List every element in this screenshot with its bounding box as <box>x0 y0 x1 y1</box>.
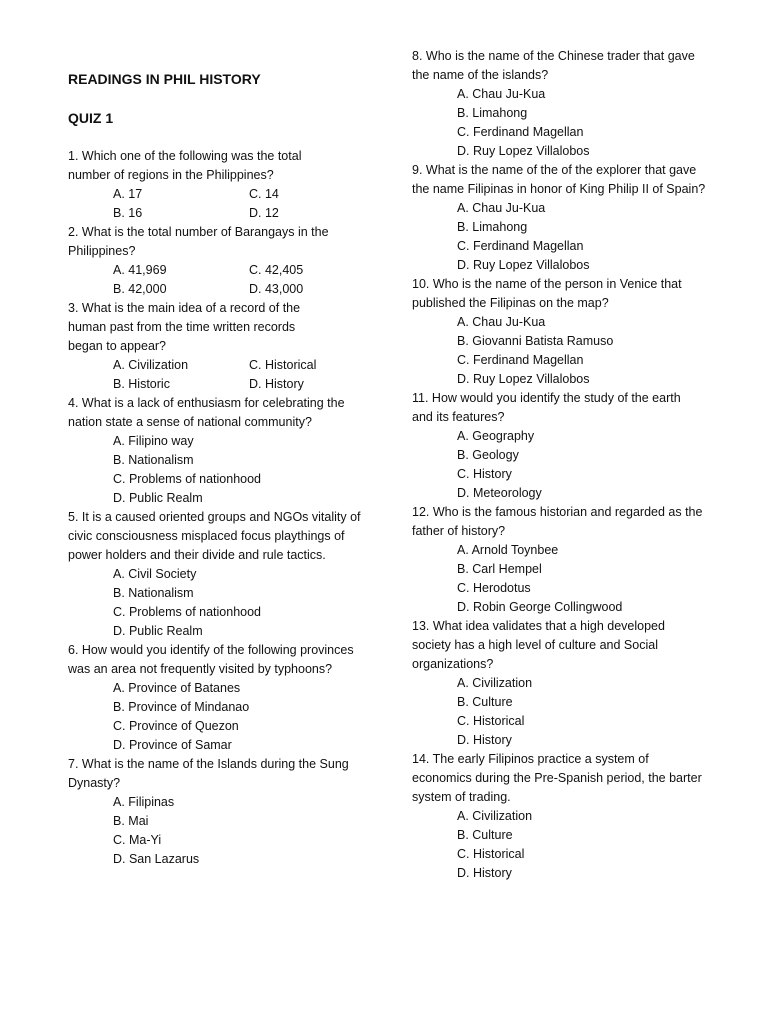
option: D. History <box>457 733 512 747</box>
option: D. San Lazarus <box>113 852 200 866</box>
option: B. Culture <box>457 828 513 842</box>
option: B. Nationalism <box>113 586 194 600</box>
option: B. Carl Hempel <box>457 562 542 576</box>
question-text: 7. What is the name of the Islands during the Sung Dynasty? <box>68 757 349 790</box>
question-7 <box>68 755 368 869</box>
quiz-title: QUIZ 1 <box>68 110 114 126</box>
right-column <box>412 0 712 883</box>
option: C. Historical <box>457 714 525 728</box>
option: A. Civilization <box>457 676 533 690</box>
option: D. Ruy Lopez Villalobos <box>457 372 590 386</box>
question-10 <box>412 275 712 389</box>
left-column <box>68 0 368 869</box>
option: D. Public Realm <box>113 491 203 505</box>
options <box>412 807 712 883</box>
options <box>68 432 368 508</box>
question-text: 13. What idea validates that a high developed society has a high level of culture and Social organizations? <box>412 619 665 671</box>
question-text: 9. What is the name of the of the explorer that gave the name Filipinas in honor of King Philip II of Spain? <box>412 163 706 196</box>
option: A. Civil Society <box>113 567 197 581</box>
question-5 <box>68 508 368 641</box>
option: A. Filipino way <box>113 434 194 448</box>
option: C. 14 <box>249 187 279 201</box>
option: A. Civilization <box>113 358 189 372</box>
option: D. Meteorology <box>457 486 542 500</box>
option: C. Ferdinand Magellan <box>457 353 584 367</box>
question-13 <box>412 617 712 750</box>
option: C. Historical <box>457 847 525 861</box>
option: A. 17 <box>113 187 143 201</box>
options <box>68 356 368 394</box>
option: D. 12 <box>249 206 279 220</box>
option: B. Limahong <box>457 106 528 120</box>
option: D. 43,000 <box>249 282 304 296</box>
question-12 <box>412 503 712 617</box>
question-text: 4. What is a lack of enthusiasm for celebrating the nation state a sense of national community? <box>68 396 345 429</box>
options <box>412 427 712 503</box>
question-2 <box>68 223 368 299</box>
options <box>412 674 712 750</box>
question-8 <box>412 47 712 161</box>
option: D. Public Realm <box>113 624 203 638</box>
question-text: 8. Who is the name of the Chinese trader that gave the name of the islands? <box>412 49 695 82</box>
option: C. Province of Quezon <box>113 719 239 733</box>
option: C. History <box>457 467 512 481</box>
question-text: 2. What is the total number of Barangays in the Philippines? <box>68 225 329 258</box>
option: D. Ruy Lopez Villalobos <box>457 144 590 158</box>
option: A. Province of Batanes <box>113 681 241 695</box>
options <box>412 85 712 161</box>
option: B. Geology <box>457 448 519 462</box>
question-9 <box>412 161 712 275</box>
question-text: 1. Which one of the following was the total number of regions in the Philippines? <box>68 149 302 182</box>
options <box>412 199 712 275</box>
option: A. Filipinas <box>113 795 175 809</box>
question-6 <box>68 641 368 755</box>
question-text: 10. Who is the name of the person in Venice that published the Filipinas on the map? <box>412 277 682 310</box>
option: B. Limahong <box>457 220 528 234</box>
option: A. Arnold Toynbee <box>457 543 559 557</box>
option: C. Ferdinand Magellan <box>457 239 584 253</box>
question-1 <box>68 147 368 223</box>
question-text: 14. The early Filipinos practice a system of economics during the Pre-Spanish period, the barter system of trading. <box>412 752 702 804</box>
option: A. Chau Ju-Kua <box>457 201 546 215</box>
option: B. Province of Mindanao <box>113 700 250 714</box>
document-title: READINGS IN PHIL HISTORY <box>68 71 261 87</box>
question-3 <box>68 299 368 394</box>
options <box>68 565 368 641</box>
option: B. Historic <box>113 377 170 391</box>
option: D. History <box>249 377 304 391</box>
options <box>68 185 368 223</box>
question-text: 12. Who is the famous historian and regarded as the father of history? <box>412 505 703 538</box>
option: B. Culture <box>457 695 513 709</box>
question-text: 11. How would you identify the study of the earth and its features? <box>412 391 681 424</box>
question-14 <box>412 750 712 883</box>
question-text: 3. What is the main idea of a record of the human past from the time written records began to appear? <box>68 301 301 353</box>
options <box>68 679 368 755</box>
option: C. Herodotus <box>457 581 531 595</box>
question-11 <box>412 389 712 503</box>
options <box>412 541 712 617</box>
option: B. Giovanni Batista Ramuso <box>457 334 614 348</box>
option: A. 41,969 <box>113 263 167 277</box>
option: A. Chau Ju-Kua <box>457 87 546 101</box>
option: C. Problems of nationhood <box>113 472 262 486</box>
option: C. 42,405 <box>249 263 304 277</box>
option: C. Ma-Yi <box>113 833 162 847</box>
question-4 <box>68 394 368 508</box>
options <box>68 261 368 299</box>
option: B. Mai <box>113 814 149 828</box>
option: A. Geography <box>457 429 535 443</box>
question-text: 6. How would you identify of the following provinces was an area not frequently visited by typhoons? <box>68 643 354 676</box>
option: B. 42,000 <box>113 282 167 296</box>
option: D. History <box>457 866 512 880</box>
option: B. 16 <box>113 206 143 220</box>
option: D. Robin George Collingwood <box>457 600 623 614</box>
options <box>68 793 368 869</box>
option: C. Ferdinand Magellan <box>457 125 584 139</box>
option: A. Chau Ju-Kua <box>457 315 546 329</box>
option: C. Problems of nationhood <box>113 605 262 619</box>
option: A. Civilization <box>457 809 533 823</box>
options <box>412 313 712 389</box>
question-text: 5. It is a caused oriented groups and NGOs vitality of civic consciousness misplaced focus playthings of power holders and their divide and rule tactics. <box>68 510 361 562</box>
option: B. Nationalism <box>113 453 194 467</box>
option: D. Ruy Lopez Villalobos <box>457 258 590 272</box>
option: C. Historical <box>249 358 317 372</box>
option: D. Province of Samar <box>113 738 232 752</box>
